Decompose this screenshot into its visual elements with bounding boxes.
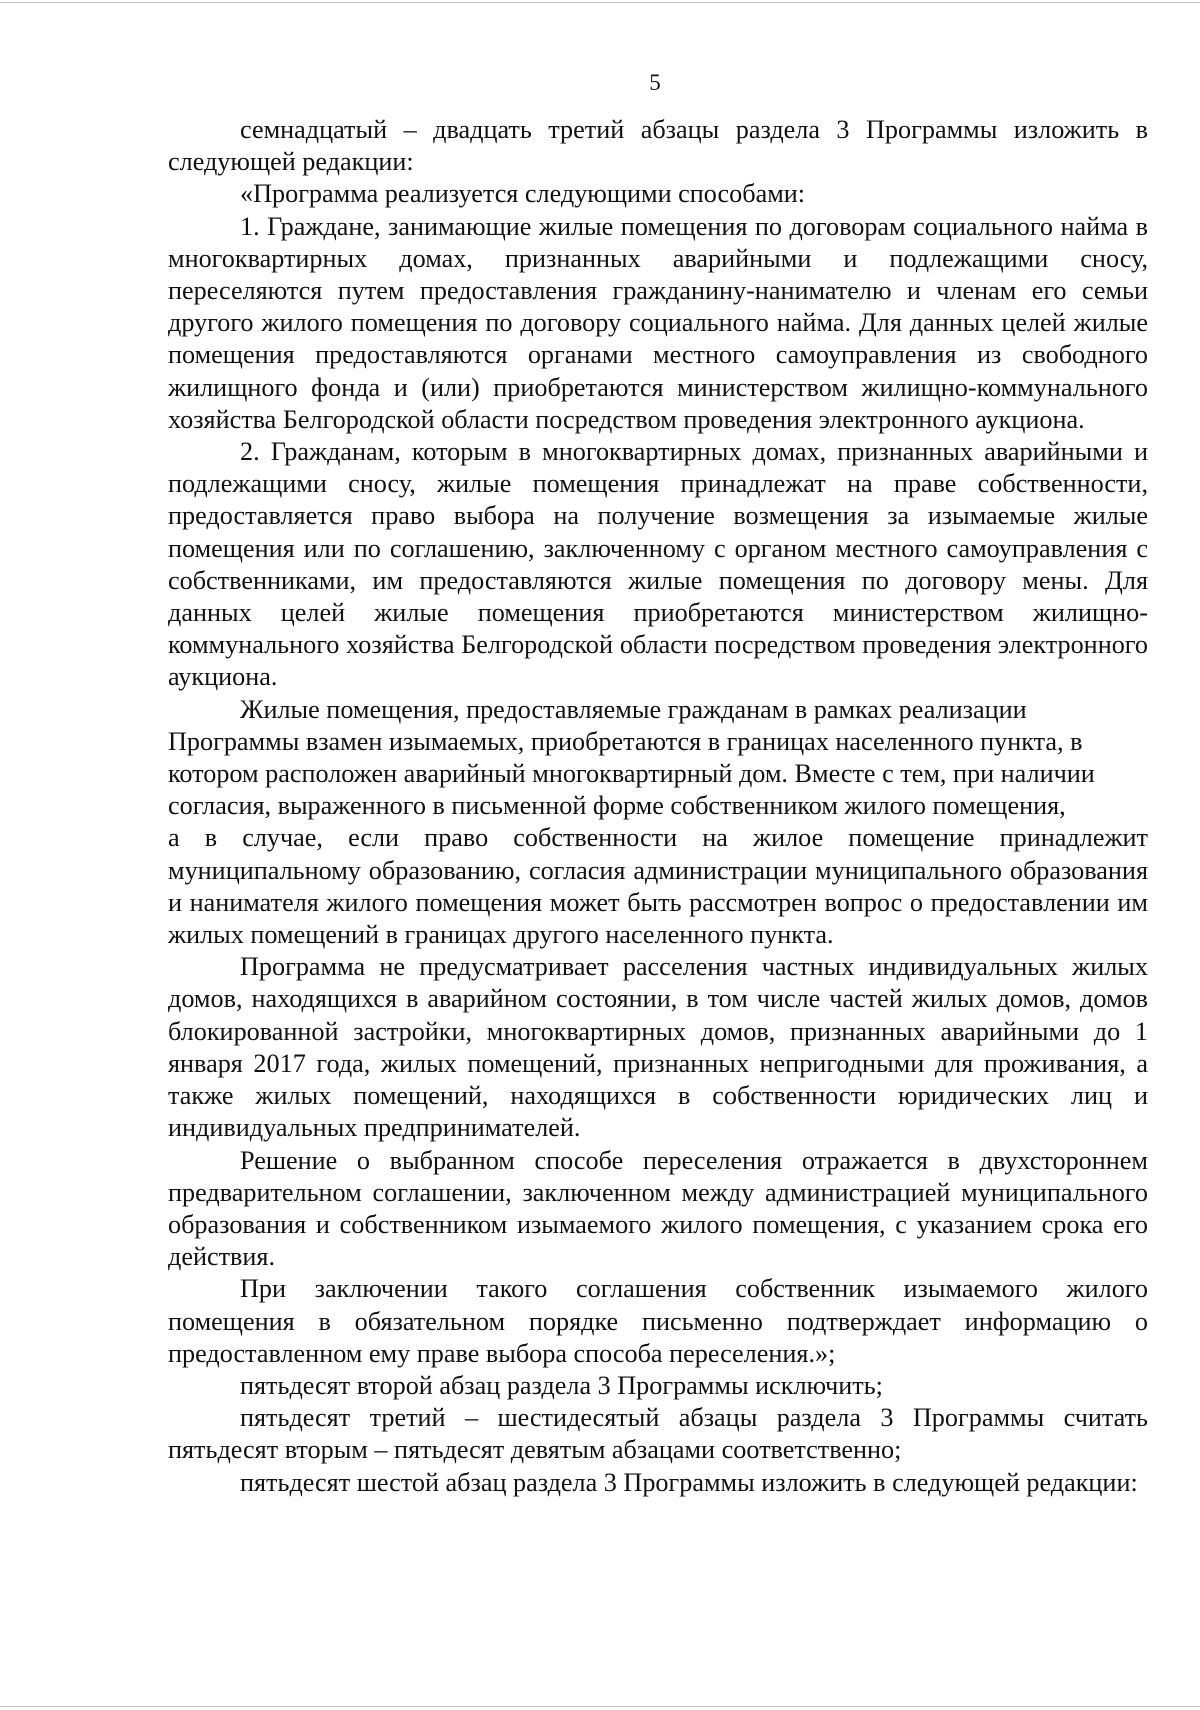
paragraph-program-exclusions: Программа не предусматривает расселения частных индивидуальных жилых домов, находящихся в аварийном состоянии, в том числе частей жилых домов, домов блокированной застройки, многоквартирных домов, признанных аварийными до 1 января 2017 года, жилых помещений, признанных непригодными для проживания, а также жилых помещений, находящихся в собственности юридических лиц и индивидуальных предпринимателей. <box>168 952 1148 1143</box>
scan-edge-line-bottom <box>0 1706 1200 1707</box>
page-number: 5 <box>649 70 661 95</box>
scan-edge-line-top <box>0 2 1200 3</box>
paragraph-amend-17-23: семнадцатый – двадцать третий абзацы раздела 3 Программы изложить в следующей редакции: <box>168 115 1148 177</box>
paragraph-owner-confirmation: При заключении такого соглашения собственник изымаемого жилого помещения в обязательном порядке письменно подтверждает информацию о предоставленном ему праве выбора способа переселения.»; <box>168 1274 1148 1368</box>
paragraph-amend-56: пятьдесят шестой абзац раздела 3 Программы изложить в следующей редакции: <box>240 1467 1138 1497</box>
paragraph-resettlement-agreement: Решение о выбранном способе переселения отражается в двухстороннем предварительном соглашении, заключенном между администрацией муниципального образования и собственником изымаемого жилого помещения, с указанием срока его действия. <box>168 1145 1148 1272</box>
paragraph-housing-boundaries: Жилые помещения, предоставляемые гражданам в рамках реализации Программы взамен изымаемых, приобретаются в границах населенного пункта, в котором расположен аварийный многоквартирный дом. Вместе с тем, при наличии согласия, выраженного в письменной форме собственником жилого помещения, <box>168 694 1095 821</box>
paragraph-program-methods: «Программа реализуется следующими способами: <box>240 179 806 209</box>
paragraph-renumber-53-60: пятьдесят третий – шестидесятый абзацы раздела 3 Программы считать пятьдесят вторым – пятьдесят девятым абзацами соответственно; <box>168 1403 1148 1465</box>
paragraph-municipal-consent: а в случае, если право собственности на жилое помещение принадлежит муниципальному образованию, согласия администрации муниципального образования и нанимателя жилого помещения может быть рассмотрен вопрос о предоставлении им жилых помещений в границах другого населенного пункта. <box>168 823 1148 950</box>
document-body <box>168 114 1148 1499</box>
paragraph-item-2: 2. Гражданам, которым в многоквартирных домах, признанных аварийными и подлежащими сносу, жилые помещения принадлежат на праве собственности, предоставляется право выбора на получение возмещения за изымаемые жилые помещения или по соглашению, заключенному с органом местного самоуправления с собственниками, им предоставляются жилые помещения по договору мены. Для данных целей жилые помещения приобретаются министерством жилищно-коммунального хозяйства Белгородской области посредством проведения электронного аукциона. <box>168 437 1148 692</box>
paragraph-item-1: 1. Граждане, занимающие жилые помещения по договорам социального найма в многоквартирных домах, признанных аварийными и подлежащими сносу, переселяются путем предоставления гражданину-нанимателю и членам его семьи другого жилого помещения по договору социального найма. Для данных целей жилые помещения предоставляются органами местного самоуправления из свободного жилищного фонда и (или) приобретаются министерством жилищно-коммунального хозяйства Белгородской области посредством проведения электронного аукциона. <box>168 211 1148 434</box>
paragraph-exclude-52: пятьдесят второй абзац раздела 3 Программы исключить; <box>240 1370 883 1400</box>
